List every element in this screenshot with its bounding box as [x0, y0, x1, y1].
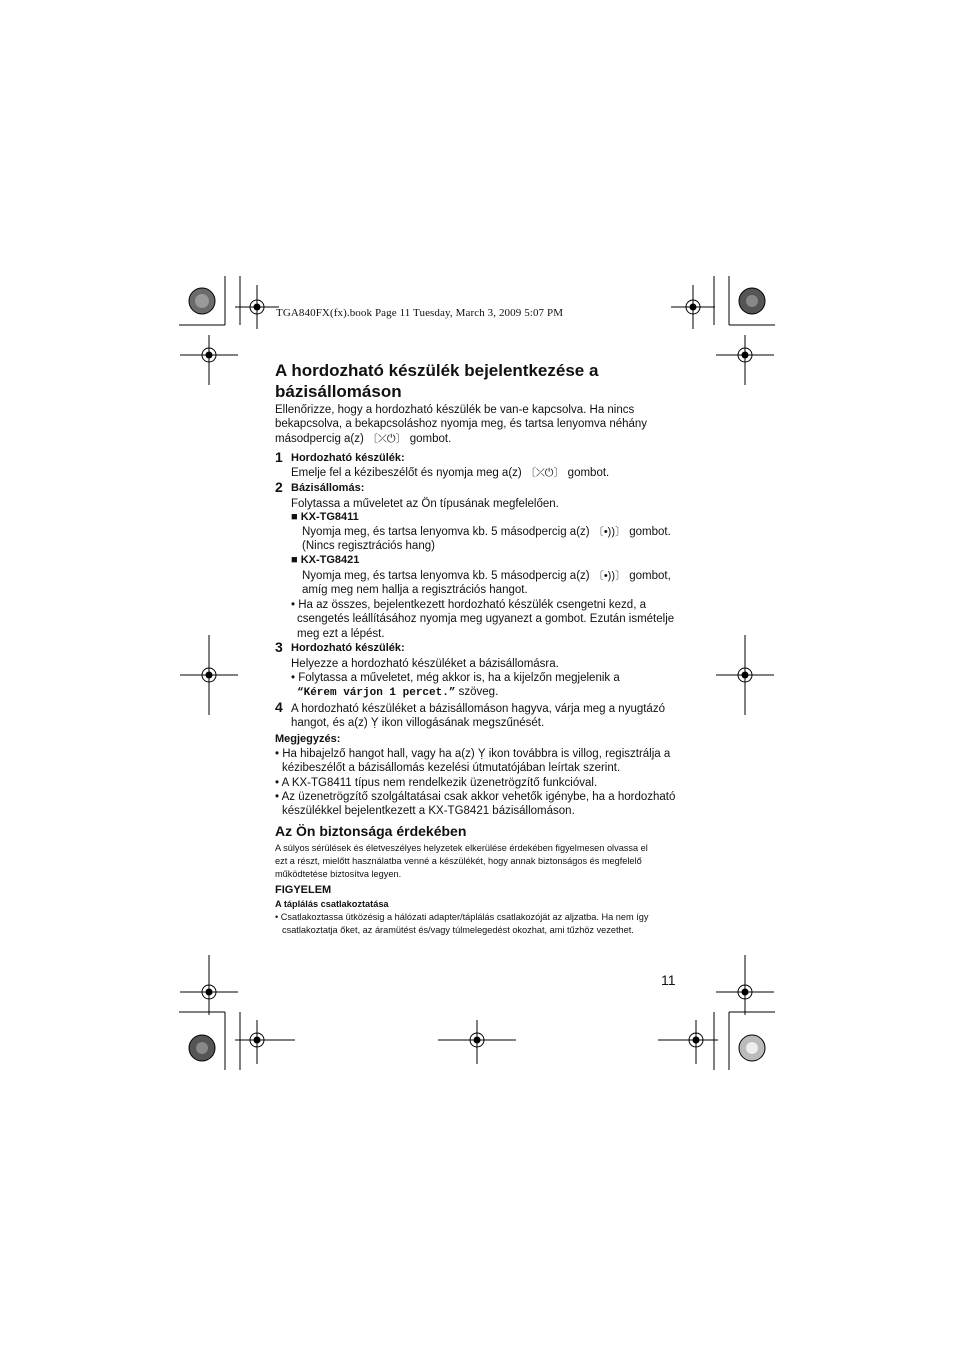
- intro-line: működtetése biztosítva legyen.: [275, 869, 402, 879]
- registration-mark-icon: [716, 955, 774, 1015]
- step-number: 2: [275, 479, 283, 495]
- step-text: Folytassa a műveletet az Ön típusának megfelelően.: [291, 498, 559, 510]
- bullet-line: csatlakoztatja őket, az áramütést és/vagy túlmelegedést okozhat, ami tűzhöz vezethet.: [282, 925, 634, 935]
- step-text: Emelje fel a kézibeszélőt és nyomja meg a(z) 〔⤫⏻〕 gombot.: [291, 467, 610, 479]
- page-number: 11: [661, 972, 676, 988]
- registration-mark-icon: [658, 1020, 718, 1064]
- intro-line: bekapcsolva, a bekapcsoláshoz nyomja meg, és tartsa lenyomva néhány: [275, 418, 648, 431]
- title-line: A hordozható készülék bejelentkezése a: [275, 361, 599, 380]
- file-info: TGA840FX(fx).book Page 11 Tuesday, March 3, 2009 5:07 PM: [276, 307, 564, 319]
- step-text: Helyezze a hordozható készüléket a bázisállomásra.: [291, 658, 559, 670]
- bullet-line: meg ezt a lépést.: [297, 627, 385, 640]
- registration-mark-icon: [235, 285, 279, 329]
- power-off-key-icon: 〔⤫⏻〕: [367, 432, 407, 445]
- note-line: • A KX-TG8411 típus nem rendelkezik üzenetrögzítő funkcióval.: [275, 776, 598, 789]
- note-line: kézibeszélőt a bázisállomás kezelési útmutatójában leírtak szerint.: [282, 762, 621, 775]
- safety-intro: [275, 842, 648, 881]
- caution-bullet: [275, 911, 648, 937]
- note-line: készülékkel bejelentkezett a KX-TG8421 bázisállomáson.: [282, 805, 575, 818]
- note-title: Megjegyzés:: [275, 733, 341, 745]
- step-label: Hordozható készülék:: [291, 642, 405, 654]
- intro-paragraph: [275, 403, 647, 446]
- step-text: [291, 702, 665, 731]
- note-line: • Az üzenetrögzítő szolgáltatásai csak akkor vehetők igénybe, ha a hordozható: [275, 790, 676, 803]
- step-label: Bázisállomás:: [291, 482, 365, 494]
- registration-mark-icon: [180, 955, 238, 1015]
- model-line: (Nincs regisztrációs hang): [302, 540, 435, 553]
- intro-line: Ellenőrizze, hogy a hordozható készülék be van-e kapcsolva. Ha nincs: [275, 404, 635, 416]
- model-heading: ■ KX-TG8411: [291, 511, 359, 523]
- registration-mark-icon: [716, 635, 774, 715]
- step-number: 3: [275, 639, 283, 655]
- antenna-icon: Ỵ: [370, 717, 379, 730]
- intro-line: ezt a részt, mielőtt használatba venné a készülékét, hogy annak biztonságos és megfelelő: [275, 856, 642, 866]
- intro-line: másodpercig a(z) 〔⤫⏻〕 gombot.: [275, 432, 452, 445]
- model-text: [302, 569, 671, 598]
- bullet-line: csengetés leállításához nyomja meg ugyanezt a gombot. Ezután ismételje: [297, 613, 675, 626]
- intro-line: A súlyos sérülések és életveszélyes helyzetek elkerülése érdekében figyelmesen olvassa el: [275, 843, 648, 853]
- section-title: [275, 360, 695, 402]
- section-title: Az Ön biztonsága érdekében: [275, 823, 467, 839]
- model-text: [302, 525, 671, 554]
- color-target-icon: [737, 1033, 767, 1063]
- registration-mark-icon: [438, 1020, 516, 1064]
- notes: [275, 747, 675, 818]
- caution-heading: FIGYELEM: [275, 884, 332, 896]
- model-heading: ■ KX-TG8421: [291, 554, 360, 566]
- registration-mark-icon: [671, 285, 715, 329]
- bullet-line: • Csatlakoztassa ütközésig a hálózati adapter/táplálás csatlakozóját az aljzatba. Ha nem így: [275, 912, 649, 922]
- model-line: Nyomja meg, és tartsa lenyomva kb. 5 másodpercig a(z) 〔•))〕 gombot.: [302, 526, 671, 538]
- locator-key-icon: 〔•))〕: [592, 570, 627, 582]
- bullet-line: • Folytassa a műveletet, még akkor is, ha a kijelzőn megjelenik a: [291, 672, 620, 684]
- color-target-icon: [187, 1033, 217, 1063]
- bullet-line: • Ha az összes, bejelentkezett hordozható készülék csengetni kezd, a: [291, 599, 646, 611]
- registration-mark-icon: [180, 335, 238, 385]
- power-off-key-icon: 〔⤫⏻〕: [524, 467, 565, 479]
- antenna-icon: Ỵ: [477, 748, 486, 760]
- step-number: 1: [275, 449, 283, 465]
- locator-key-icon: 〔•))〕: [592, 526, 627, 538]
- step-line: hangot, és a(z) Ỵ ikon villogásának megszűnését.: [291, 717, 545, 730]
- note-line: • Ha hibajelző hangot hall, vagy ha a(z) Ỵ ikon továbbra is villog, regisztrálja a: [275, 748, 671, 760]
- model-line: amíg meg nem hallja a regisztrációs hangot.: [302, 584, 528, 597]
- title-line: bázisállomáson: [275, 382, 402, 401]
- caution-subtitle: A táplálás csatlakoztatása: [275, 899, 389, 909]
- step-number: 4: [275, 699, 283, 715]
- step-bullet: [291, 598, 674, 641]
- color-target-icon: [187, 286, 217, 316]
- registration-mark-icon: [180, 635, 238, 715]
- registration-mark-icon: [716, 335, 774, 385]
- model-line: Nyomja meg, és tartsa lenyomva kb. 5 másodpercig a(z) 〔•))〕 gombot,: [302, 570, 671, 582]
- bullet-line: “Kérem várjon 1 percet.” szöveg.: [297, 686, 499, 700]
- color-target-icon: [737, 286, 767, 316]
- registration-mark-icon: [235, 1020, 295, 1064]
- step-bullet: [291, 671, 620, 701]
- step-label: Hordozható készülék:: [291, 452, 405, 464]
- step-line: A hordozható készüléket a bázisállomáson hagyva, várja meg a nyugtázó: [291, 703, 665, 715]
